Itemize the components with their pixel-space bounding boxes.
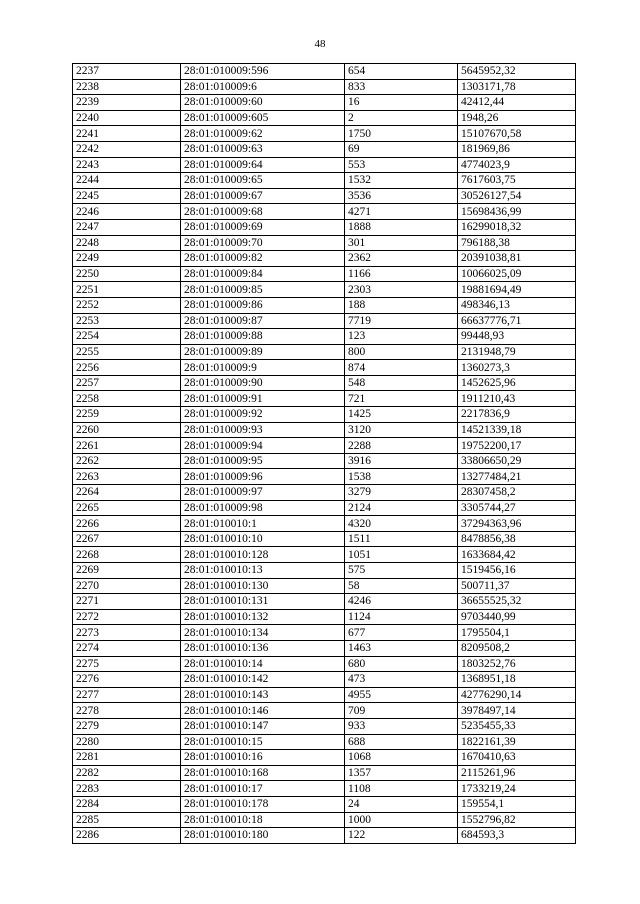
table-row: [73, 141, 576, 157]
cadastral-number-cell: 28:01:010009:65: [181, 173, 345, 189]
area-cell: 301: [345, 235, 458, 251]
value-cell: 1360273,3: [458, 360, 576, 376]
cadastral-number-cell: 28:01:010009:60: [181, 95, 345, 111]
row-number-cell: 2242: [73, 141, 181, 157]
table-row: [73, 609, 576, 625]
value-cell: 796188,38: [458, 235, 576, 251]
value-cell: 2131948,79: [458, 344, 576, 360]
area-cell: 677: [345, 625, 458, 641]
cadastral-number-cell: 28:01:010009:90: [181, 375, 345, 391]
value-cell: 30526127,54: [458, 188, 576, 204]
area-cell: 553: [345, 157, 458, 173]
area-cell: 58: [345, 578, 458, 594]
value-cell: 1795504,1: [458, 625, 576, 641]
row-number-cell: 2259: [73, 407, 181, 423]
row-number-cell: 2248: [73, 235, 181, 251]
table-row: [73, 734, 576, 750]
area-cell: 1888: [345, 219, 458, 235]
area-cell: 833: [345, 79, 458, 95]
row-number-cell: 2284: [73, 796, 181, 812]
table-row: [73, 703, 576, 719]
value-cell: 5645952,32: [458, 64, 576, 80]
value-cell: 1911210,43: [458, 391, 576, 407]
row-number-cell: 2282: [73, 765, 181, 781]
area-cell: 933: [345, 718, 458, 734]
value-cell: 2217836,9: [458, 407, 576, 423]
value-cell: 1948,26: [458, 110, 576, 126]
row-number-cell: 2262: [73, 453, 181, 469]
area-cell: 1425: [345, 407, 458, 423]
value-cell: 500711,37: [458, 578, 576, 594]
value-cell: 1803252,76: [458, 656, 576, 672]
cadastral-number-cell: 28:01:010009:605: [181, 110, 345, 126]
table-row: [73, 563, 576, 579]
cadastral-number-cell: 28:01:010009:596: [181, 64, 345, 80]
row-number-cell: 2260: [73, 422, 181, 438]
table-row: [73, 126, 576, 142]
row-number-cell: 2254: [73, 329, 181, 345]
row-number-cell: 2269: [73, 563, 181, 579]
area-cell: 3279: [345, 485, 458, 501]
row-number-cell: 2268: [73, 547, 181, 563]
area-cell: 3120: [345, 422, 458, 438]
cadastral-number-cell: 28:01:010010:180: [181, 828, 345, 844]
value-cell: 9703440,99: [458, 609, 576, 625]
value-cell: 13277484,21: [458, 469, 576, 485]
row-number-cell: 2261: [73, 438, 181, 454]
table-row: [73, 375, 576, 391]
area-cell: 122: [345, 828, 458, 844]
value-cell: 15698436,99: [458, 204, 576, 220]
table-row: [73, 173, 576, 189]
table-row: [73, 672, 576, 688]
table-row: [73, 204, 576, 220]
table-row: [73, 516, 576, 532]
value-cell: 3978497,14: [458, 703, 576, 719]
value-cell: 1519456,16: [458, 563, 576, 579]
value-cell: 7617603,75: [458, 173, 576, 189]
row-number-cell: 2266: [73, 516, 181, 532]
value-cell: 684593,3: [458, 828, 576, 844]
value-cell: 1368951,18: [458, 672, 576, 688]
cadastral-number-cell: 28:01:010009:85: [181, 282, 345, 298]
table-row: [73, 266, 576, 282]
cadastral-number-cell: 28:01:010009:87: [181, 313, 345, 329]
table-row: [73, 110, 576, 126]
area-cell: 1532: [345, 173, 458, 189]
cadastral-number-cell: 28:01:010009:6: [181, 79, 345, 95]
table-row: [73, 594, 576, 610]
table-row: [73, 438, 576, 454]
cadastral-number-cell: 28:01:010009:92: [181, 407, 345, 423]
value-cell: 1303171,78: [458, 79, 576, 95]
cadastral-number-cell: 28:01:010009:88: [181, 329, 345, 345]
area-cell: 473: [345, 672, 458, 688]
row-number-cell: 2241: [73, 126, 181, 142]
value-cell: 37294363,96: [458, 516, 576, 532]
cadastral-number-cell: 28:01:010009:96: [181, 469, 345, 485]
page-number: 48: [314, 38, 326, 50]
row-number-cell: 2273: [73, 625, 181, 641]
table-row: [73, 781, 576, 797]
cadastral-number-cell: 28:01:010010:13: [181, 563, 345, 579]
row-number-cell: 2271: [73, 594, 181, 610]
cadastral-number-cell: 28:01:010010:131: [181, 594, 345, 610]
area-cell: 1750: [345, 126, 458, 142]
row-number-cell: 2272: [73, 609, 181, 625]
value-cell: 66637776,71: [458, 313, 576, 329]
cadastral-number-cell: 28:01:010009:84: [181, 266, 345, 282]
row-number-cell: 2278: [73, 703, 181, 719]
cadastral-number-cell: 28:01:010010:14: [181, 656, 345, 672]
cadastral-number-cell: 28:01:010010:178: [181, 796, 345, 812]
cadastral-number-cell: 28:01:010010:18: [181, 812, 345, 828]
value-cell: 5235455,33: [458, 718, 576, 734]
cadastral-number-cell: 28:01:010009:70: [181, 235, 345, 251]
area-cell: 1511: [345, 531, 458, 547]
table-row: [73, 79, 576, 95]
table-row: [73, 547, 576, 563]
table-row: [73, 219, 576, 235]
area-cell: 680: [345, 656, 458, 672]
value-cell: 15107670,58: [458, 126, 576, 142]
area-cell: 3536: [345, 188, 458, 204]
row-number-cell: 2286: [73, 828, 181, 844]
row-number-cell: 2251: [73, 282, 181, 298]
row-number-cell: 2277: [73, 687, 181, 703]
value-cell: 14521339,18: [458, 422, 576, 438]
area-cell: 4246: [345, 594, 458, 610]
row-number-cell: 2244: [73, 173, 181, 189]
cadastral-number-cell: 28:01:010010:132: [181, 609, 345, 625]
row-number-cell: 2239: [73, 95, 181, 111]
row-number-cell: 2243: [73, 157, 181, 173]
area-cell: 575: [345, 563, 458, 579]
cadastral-number-cell: 28:01:010009:86: [181, 297, 345, 313]
value-cell: 498346,13: [458, 297, 576, 313]
area-cell: 654: [345, 64, 458, 80]
area-cell: 2124: [345, 500, 458, 516]
value-cell: 36655525,32: [458, 594, 576, 610]
value-cell: 1633684,42: [458, 547, 576, 563]
area-cell: 69: [345, 141, 458, 157]
row-number-cell: 2280: [73, 734, 181, 750]
area-cell: 800: [345, 344, 458, 360]
row-number-cell: 2275: [73, 656, 181, 672]
area-cell: 24: [345, 796, 458, 812]
area-cell: 1051: [345, 547, 458, 563]
cadastral-number-cell: 28:01:010010:147: [181, 718, 345, 734]
area-cell: 123: [345, 329, 458, 345]
table-row: [73, 578, 576, 594]
cadastral-number-cell: 28:01:010010:16: [181, 750, 345, 766]
area-cell: 7719: [345, 313, 458, 329]
table-row: [73, 391, 576, 407]
row-number-cell: 2276: [73, 672, 181, 688]
cadastral-number-cell: 28:01:010009:94: [181, 438, 345, 454]
table-row: [73, 828, 576, 844]
table-row: [73, 625, 576, 641]
area-cell: 1538: [345, 469, 458, 485]
value-cell: 181969,86: [458, 141, 576, 157]
cadastral-number-cell: 28:01:010010:134: [181, 625, 345, 641]
cadastral-number-cell: 28:01:010010:168: [181, 765, 345, 781]
value-cell: 159554,1: [458, 796, 576, 812]
cadastral-number-cell: 28:01:010009:91: [181, 391, 345, 407]
cadastral-number-cell: 28:01:010010:10: [181, 531, 345, 547]
row-number-cell: 2281: [73, 750, 181, 766]
value-cell: 2115261,96: [458, 765, 576, 781]
table-row: [73, 640, 576, 656]
table-row: [73, 687, 576, 703]
table-row: [73, 313, 576, 329]
table-row: [73, 157, 576, 173]
area-cell: 188: [345, 297, 458, 313]
area-cell: 1463: [345, 640, 458, 656]
table-row: [73, 453, 576, 469]
table-row: [73, 360, 576, 376]
cadastral-number-cell: 28:01:010010:15: [181, 734, 345, 750]
area-cell: 2303: [345, 282, 458, 298]
value-cell: 1452625,96: [458, 375, 576, 391]
row-number-cell: 2283: [73, 781, 181, 797]
cadastral-number-cell: 28:01:010010:128: [181, 547, 345, 563]
value-cell: 10066025,09: [458, 266, 576, 282]
area-cell: 3916: [345, 453, 458, 469]
area-cell: 4955: [345, 687, 458, 703]
value-cell: 99448,93: [458, 329, 576, 345]
table-row: [73, 344, 576, 360]
area-cell: 688: [345, 734, 458, 750]
area-cell: 548: [345, 375, 458, 391]
area-cell: 16: [345, 95, 458, 111]
table-row: [73, 718, 576, 734]
row-number-cell: 2250: [73, 266, 181, 282]
table-row: [73, 812, 576, 828]
row-number-cell: 2285: [73, 812, 181, 828]
area-cell: 1357: [345, 765, 458, 781]
area-cell: 874: [345, 360, 458, 376]
table-row: [73, 297, 576, 313]
value-cell: 1552796,82: [458, 812, 576, 828]
area-cell: 709: [345, 703, 458, 719]
area-cell: 4271: [345, 204, 458, 220]
area-cell: 4320: [345, 516, 458, 532]
area-cell: 721: [345, 391, 458, 407]
table-body: [73, 64, 576, 844]
cadastral-number-cell: 28:01:010010:17: [181, 781, 345, 797]
row-number-cell: 2238: [73, 79, 181, 95]
cadastral-number-cell: 28:01:010009:82: [181, 251, 345, 267]
cadastral-number-cell: 28:01:010010:1: [181, 516, 345, 532]
cadastral-number-cell: 28:01:010010:142: [181, 672, 345, 688]
row-number-cell: 2258: [73, 391, 181, 407]
value-cell: 33806650,29: [458, 453, 576, 469]
cadastral-number-cell: 28:01:010009:67: [181, 188, 345, 204]
cadastral-number-cell: 28:01:010009:97: [181, 485, 345, 501]
table-row: [73, 251, 576, 267]
table-row: [73, 469, 576, 485]
row-number-cell: 2267: [73, 531, 181, 547]
area-cell: 2: [345, 110, 458, 126]
row-number-cell: 2279: [73, 718, 181, 734]
table-row: [73, 500, 576, 516]
table-row: [73, 765, 576, 781]
cadastral-number-cell: 28:01:010010:146: [181, 703, 345, 719]
cadastral-number-cell: 28:01:010009:63: [181, 141, 345, 157]
table-row: [73, 329, 576, 345]
cadastral-number-cell: 28:01:010009:93: [181, 422, 345, 438]
row-number-cell: 2274: [73, 640, 181, 656]
value-cell: 28307458,2: [458, 485, 576, 501]
cadastral-number-cell: 28:01:010009:68: [181, 204, 345, 220]
value-cell: 8478856,38: [458, 531, 576, 547]
row-number-cell: 2240: [73, 110, 181, 126]
value-cell: 42776290,14: [458, 687, 576, 703]
cadastral-number-cell: 28:01:010009:69: [181, 219, 345, 235]
value-cell: 20391038,81: [458, 251, 576, 267]
row-number-cell: 2252: [73, 297, 181, 313]
row-number-cell: 2263: [73, 469, 181, 485]
table-row: [73, 407, 576, 423]
value-cell: 16299018,32: [458, 219, 576, 235]
value-cell: 19881694,49: [458, 282, 576, 298]
cadastral-number-cell: 28:01:010009:89: [181, 344, 345, 360]
area-cell: 2362: [345, 251, 458, 267]
table-row: [73, 282, 576, 298]
cadastral-number-cell: 28:01:010010:130: [181, 578, 345, 594]
cadastral-number-cell: 28:01:010010:143: [181, 687, 345, 703]
row-number-cell: 2264: [73, 485, 181, 501]
area-cell: 1124: [345, 609, 458, 625]
table-row: [73, 422, 576, 438]
area-cell: 1108: [345, 781, 458, 797]
table-row: [73, 485, 576, 501]
row-number-cell: 2246: [73, 204, 181, 220]
value-cell: 8209508,2: [458, 640, 576, 656]
table-row: [73, 531, 576, 547]
table-row: [73, 64, 576, 80]
cadastral-number-cell: 28:01:010009:95: [181, 453, 345, 469]
cadastral-number-cell: 28:01:010009:9: [181, 360, 345, 376]
value-cell: 19752200,17: [458, 438, 576, 454]
cadastral-number-cell: 28:01:010009:62: [181, 126, 345, 142]
cadastral-number-cell: 28:01:010009:64: [181, 157, 345, 173]
registry-table: [72, 63, 576, 844]
cadastral-number-cell: 28:01:010009:98: [181, 500, 345, 516]
row-number-cell: 2270: [73, 578, 181, 594]
table-row: [73, 95, 576, 111]
value-cell: 1822161,39: [458, 734, 576, 750]
row-number-cell: 2265: [73, 500, 181, 516]
row-number-cell: 2256: [73, 360, 181, 376]
row-number-cell: 2255: [73, 344, 181, 360]
value-cell: 4774023,9: [458, 157, 576, 173]
value-cell: 3305744,27: [458, 500, 576, 516]
table-row: [73, 188, 576, 204]
table-row: [73, 796, 576, 812]
area-cell: 1068: [345, 750, 458, 766]
area-cell: 1000: [345, 812, 458, 828]
table-row: [73, 235, 576, 251]
value-cell: 42412,44: [458, 95, 576, 111]
area-cell: 1166: [345, 266, 458, 282]
table-row: [73, 656, 576, 672]
row-number-cell: 2253: [73, 313, 181, 329]
row-number-cell: 2237: [73, 64, 181, 80]
value-cell: 1670410,63: [458, 750, 576, 766]
cadastral-number-cell: 28:01:010010:136: [181, 640, 345, 656]
area-cell: 2288: [345, 438, 458, 454]
value-cell: 1733219,24: [458, 781, 576, 797]
row-number-cell: 2245: [73, 188, 181, 204]
row-number-cell: 2247: [73, 219, 181, 235]
row-number-cell: 2257: [73, 375, 181, 391]
row-number-cell: 2249: [73, 251, 181, 267]
table-row: [73, 750, 576, 766]
